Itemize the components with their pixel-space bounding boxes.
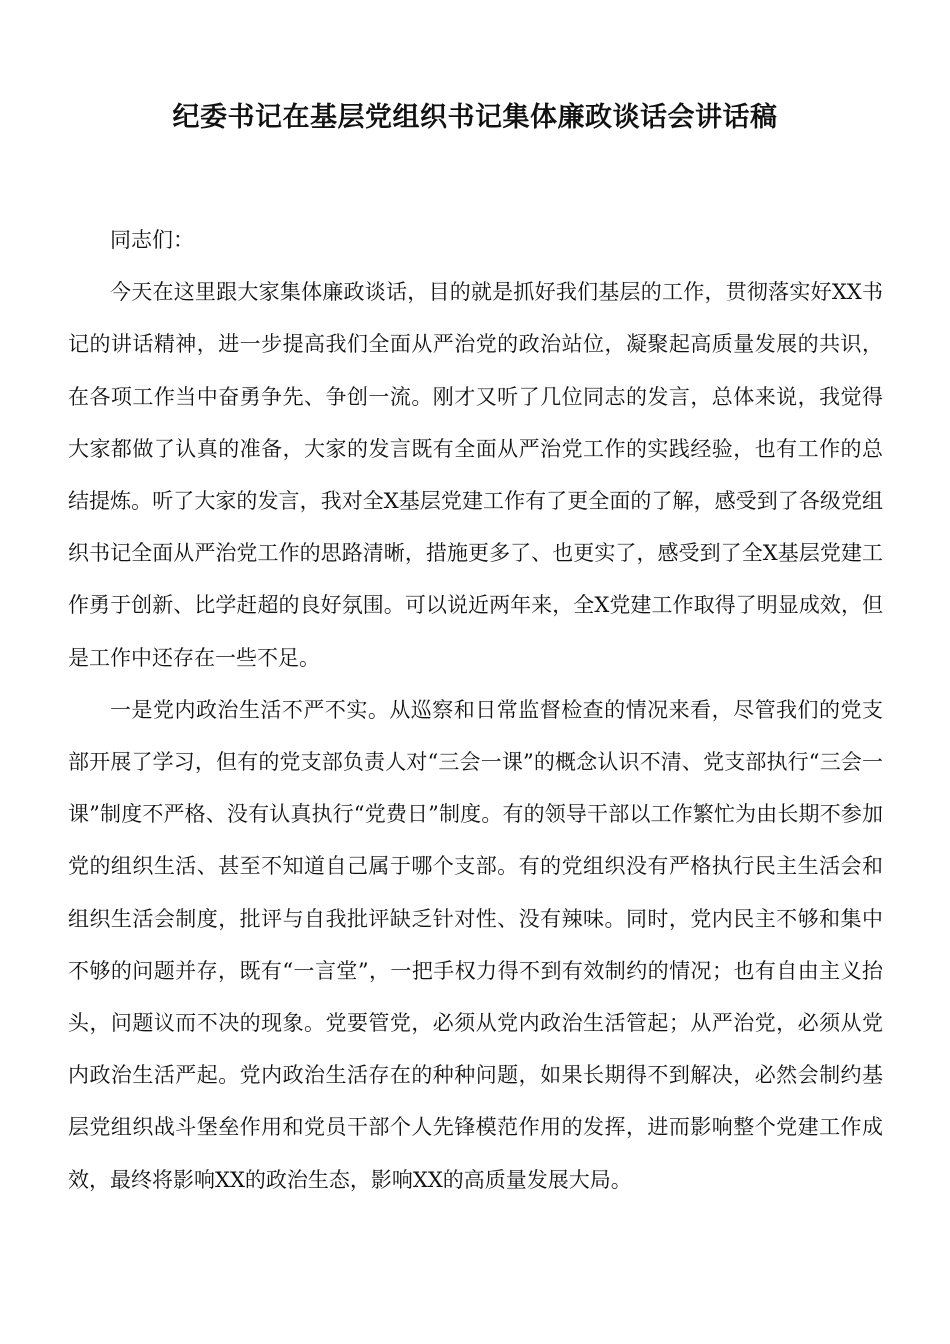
paragraph-issue-one: 一是党内政治生活不严不实。从巡察和日常监督检查的情况来看，尽管我们的党支部开展了学习，但有的党支部负责人对“三会一课”的概念认识不清、党支部执行“三会一课”制度不严格、没有认真执行“党费日”制度。有的领导干部以工作繁忙为由长期不参加党的组织生活、甚至不知道自己属于哪个支部。有的党组织没有严格执行民主生活会和组织生活会制度，批评与自我批评缺乏针对性、没有辣味。同时，党内民主不够和集中不够的问题并存，既有“一言堂”，一把手权力得不到有效制约的情况；也有自由主义抬头，问题议而不决的现象。党要管党，必须从党内政治生活管起；从严治党，必须从党内政治生活严起。党内政治生活存在的种种问题，如果长期得不到解决，必然会制约基层党组织战斗堡垒作用和党员干部个人先锋模范作用的发挥，进而影响整个党建工作成效，最终将影响XX的政治生态，影响XX的高质量发展大局。 <box>68 697 883 1192</box>
salutation: 同志们： <box>110 228 194 252</box>
document-body <box>68 214 883 1206</box>
paragraph-intro: 今天在这里跟大家集体廉政谈话，目的就是抓好我们基层的工作，贯彻落实好XX书记的讲话精神，进一步提高我们全面从严治党的政治站位，凝聚起高质量发展的共识，在各项工作当中奋勇争先、争创一流。刚才又听了几位同志的发言，总体来说，我觉得大家都做了认真的准备，大家的发言既有全面从严治党工作的实践经验，也有工作的总结提炼。听了大家的发言，我对全X基层党建工作有了更全面的了解，感受到了各级党组织书记全面从严治党工作的思路清晰，措施更多了、也更实了，感受到了全X基层党建工作勇于创新、比学赶超的良好氛围。可以说近两年来，全X党建工作取得了明显成效，但是工作中还存在一些不足。 <box>68 280 883 670</box>
document-title: 纪委书记在基层党组织书记集体廉政谈话会讲话稿 <box>172 102 778 133</box>
